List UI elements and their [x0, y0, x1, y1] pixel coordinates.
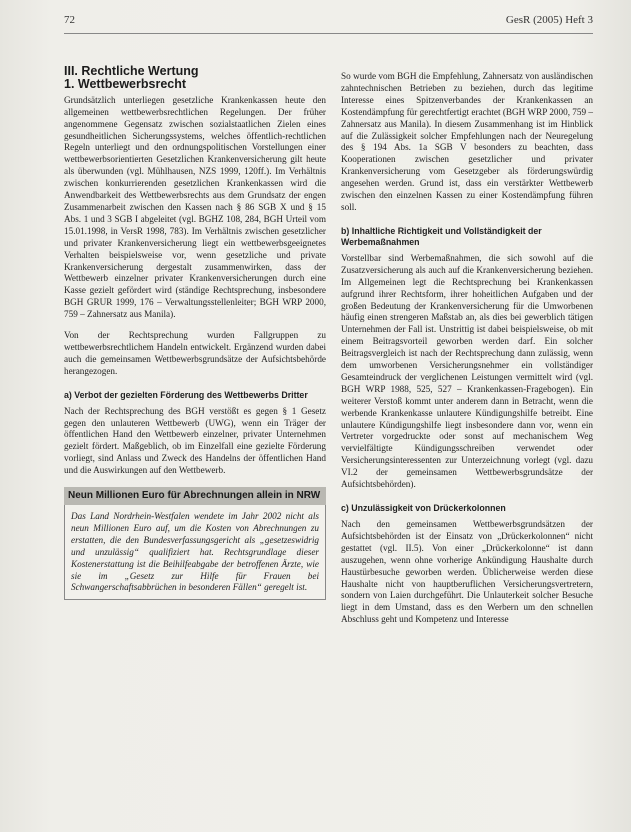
info-box-title: Neun Millionen Euro für Abrechnungen allein in NRW — [64, 487, 326, 505]
section-title: III. Rechtliche Wertung — [64, 64, 199, 78]
right-column — [341, 71, 593, 635]
header-rule — [64, 33, 593, 34]
paragraph: Grundsätzlich unterliegen gesetzliche Krankenkassen heute den allgemeinen wettbewerbsrechtlichen Regelungen. Der früher angenommene Gegensatz zwischen sozialstaatlichen Zielen eines gesundheitlichen Sicherungssystems, welches öffentlich-rechtlichen Regeln unterliegt und den ordnungspolitischen Vorstellungen einer wettbewerbsorientierten Gesetzlichen Krankenversicherung gilt heute als überwunden (vgl. Mühlhausen, NZS 1999, 120ff.). Im Verhältnis zwischen konkurrierenden gesetzlichen Krankenkassen wird die Anwendbarkeit des Wettbewerbsrechts aus dem Grundsatz der engen Zusammenarbeit zwischen den Kassen nach § 86 SGB X und § 15 Abs. 1 und 3 SGB I abgeleitet (vgl. BGHZ 108, 284, BGH Urteil vom 15.01.1998, in VersR 1998, 783). Im Verhältnis zwischen gesetzlicher und privater Krankenversicherung liegt ein wettbewerbsgeeignetes Verhalten beispielsweise vor, wenn gesetzliche und private Krankenversicherung dergestalt zusammenwirken, dass der Wettbewerb einzelner privater Krankenversicherungen durch eine Kasse gezielt gefördert wird (ständige Rechtsprechung, insbesondere BGH GRUR 1999, 176 – Verwaltungsstellenleiter; BGH WRP 2000, 759 – Zahnersatz aus Manila). — [64, 94, 326, 320]
paragraph: Nach der Rechtsprechung des BGH verstößt es gegen § 1 Gesetz gegen den unlauteren Wettbewerb (UWG), wenn ein Träger der öffentlichen Hand den Wettbewerb einzelner, privater Unternehmen gezielt fördert. Maßgeblich, ob im Einzelfall eine gezielte Förderung vorliegt, sind Anlass und Zweck des Handelns der öffentlichen Hand und die Auswirkungen auf den Wettbewerb. — [64, 405, 326, 476]
paragraph: So wurde vom BGH die Empfehlung, Zahnersatz von ausländischen zahntechnischen Betrieben zu beziehen, durch das legitime Interesse eines Spitzenverbandes der Krankenkassen an Kostendämpfung für gerechtfertigt erachtet (BGH WRP 2000, 759 – Zahnersatz aus Manila). In diesem Zusammenhang ist im Hinblick auf die Zulässigkeit solcher Empfehlungen nach der Neuregelung des § 194 Abs. 1a SGB V besonders zu beachten, dass Kooperationen zwischen gesetzlicher und privater Krankenversicherung vom Gesetzgeber als förderungswürdig angesehen werden. Grund ist, dass ein verstärkter Wettbewerb zwischen den einzelnen Kassen zu einer Kostendämpfung führen soll. — [341, 71, 593, 212]
page-number: 72 — [64, 14, 75, 26]
paragraph: Vorstellbar sind Werbemaßnahmen, die sich sowohl auf die Zusatzversicherung als auch auf die Krankenversicherung beziehen. Im Allgemeinen legt die Rechtsprechung bei Krankenkassen aufgrund ihrer Rechtsform, ihrer hoheitlichen Aufgaben und der großen Bedeutung der Krankenversicherung für die Umworbenen häufig einen strengeren Maßstab an, als dies bei gewerblich tätigen Unternehmen der Fall ist. Unstrittig ist dabei beispielsweise, ob mit einem Beitragsvorteil geworben werden darf. Ein solcher Beitragsvergleich ist nach der Rechtsprechung dann zulässig, wenn dem umworbenen Versicherungsnehmer ein vollständiger Gesamteindruck der verglichenen Leistungen vermittelt wird (vgl. BGH WRP 1988, 525, 527 – Krankenkassen-Fragebogen). Ein weiterer Verstoß kommt unter anderem dann in Betracht, wenn die werbende Krankenkasse unlautere Kündigungshilfe betreibt. Eine unlautere Kündigungshilfe liegt insbesondere dann vor, wenn ein Vertreter vorgedruckte oder sonst auf mechanischem Weg vervielfältigte Kündigungsschreiben verwendet oder Versicherungsinteressenten zur Unterzeichnung vorlegt (vgl. dazu VI.2 der gemeinsamen Wettbewerbsgrundsätze der Aufsichtsbehörden). — [341, 252, 593, 490]
subsection-heading-b: b) Inhaltliche Richtigkeit und Vollständigkeit der Werbemaßnahmen — [341, 225, 542, 247]
subsection-title: 1. Wettbewerbsrecht — [64, 76, 187, 91]
paragraph: Nach den gemeinsamen Wettbewerbsgrundsätzen der Aufsichtsbehörden ist der Einsatz von „Drückerkolonnen“ nicht gestattet (vgl. II.5). Von einer „Drückerkolonne“ ist dann auszugehen, wenn ohne vorherige Ankündigung Haushalte durch Haustürbesuche geworben werden. Üblicherweise werden diese Haushalte nicht von hauptberuflichen Versicherungsvertretern, sondern von Laien durchgeführt. Die Unlauterkeit solcher Besuche liegt in dem Umstand, dass es den Werbern um den schnellen Abschluss geht und Kompetenz und Interesse — [341, 519, 593, 625]
subsection-heading-a: a) Verbot der gezielten Förderung des Wettbewerbs Dritter — [64, 389, 308, 400]
info-box-text: Das Land Nordrhein-Westfalen wendete im Jahr 2002 nicht als neun Millionen Euro auf, um die Kosten von Abrechnungen zu erstatten, die den Bundesverfassungsgericht als „gesetzeswidrig und unzulässig“ qualifiziert hat. Rechtsgrundlage dieser Kostenerstattung ist die Beihilfeabgabe der betroffenen Ärzte, wie sie im „Gesetz zur Hilfe für Frauen bei Schwangerschaftsabbrüchen in besonderen Fällen“ geregelt ist. — [64, 505, 326, 600]
left-column — [64, 66, 326, 600]
paragraph: Von der Rechtsprechung wurden Fallgruppen zu wettbewerbsrechtlichem Handeln entwickelt. Ergänzend wurden dabei auch die gemeinsamen Wettbewerbsgrundsätze der Aufsichtsbehörde herangezogen. — [64, 330, 326, 376]
subsection-heading-c: c) Unzulässigkeit von Drückerkolonnen — [341, 503, 506, 513]
journal-reference: GesR (2005) Heft 3 — [505, 14, 593, 26]
